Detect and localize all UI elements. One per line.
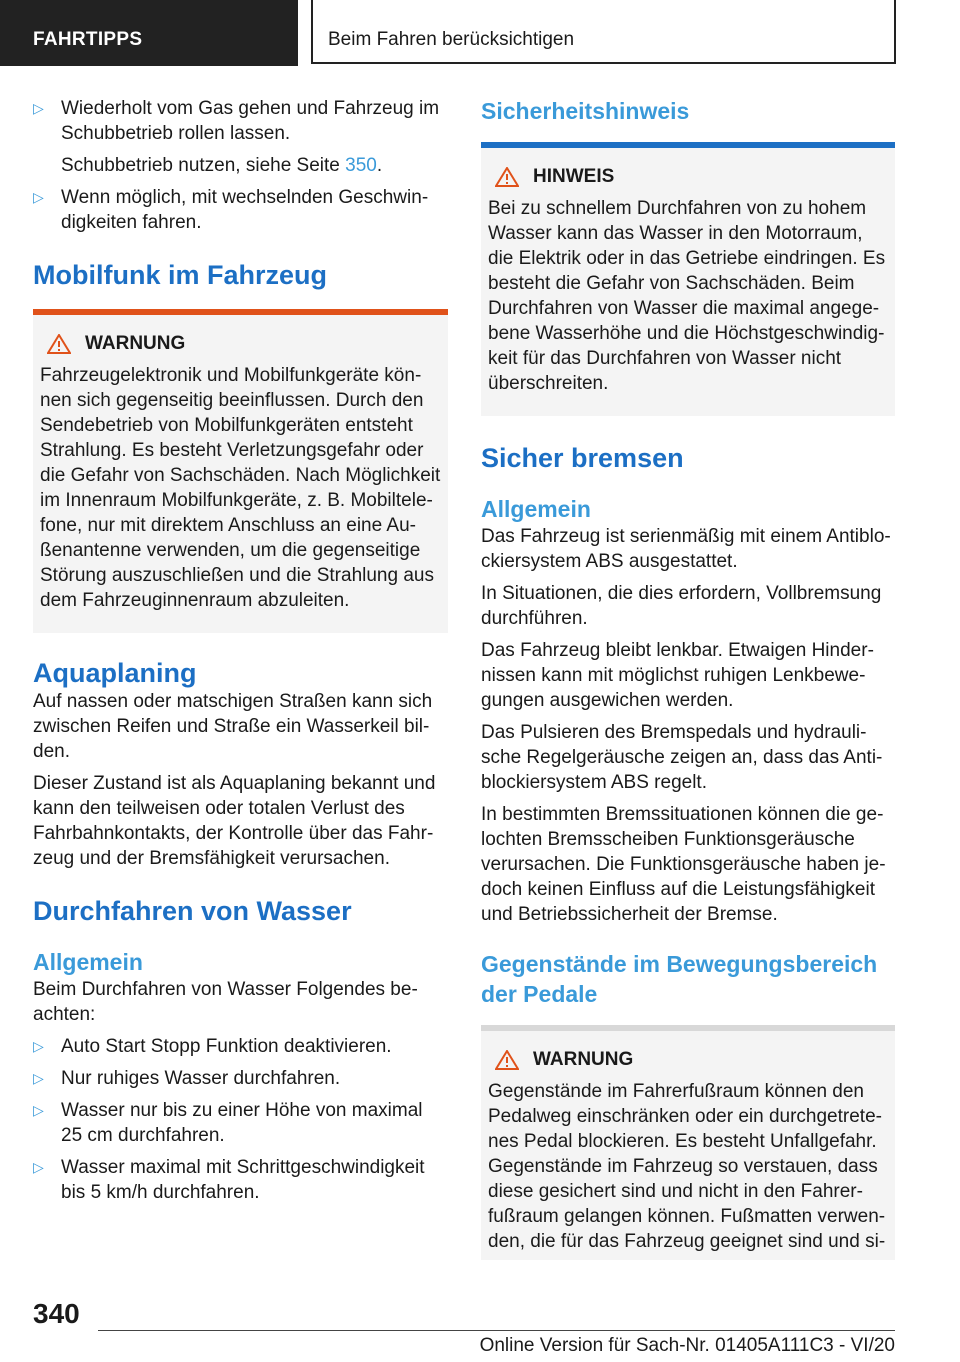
heading-pedale: Gegenstände im Bewegungsbereich der Pedale (481, 951, 878, 1007)
triangle-bullet-icon: ▷ (33, 1159, 44, 1175)
heading-aquaplaning: Aquaplaning (33, 658, 197, 688)
list-item: ▷ Wasser maximal mit Schrittgeschwindigkeit bis 5 km/h durchfahren. (33, 1157, 425, 1203)
notice-text: Bei zu schnellem Durchfahren von zu hohem Wasser kann das Wasser in den Motorraum, die Elektrik oder in das Getriebe eindringen. Es besteht die Gefahr von Sachschäden. Beim Durchfahren von Wasser die maximal angegebene Wasserhöhe und die Höchstgeschwindigkeit für das Durchfahren von Wasser nicht überschreiten. (488, 198, 886, 394)
page-header (0, 0, 960, 66)
warning-text: Gegenstände im Fahrerfußraum können den Pedalweg einschränken oder ein durchgetretenes Pedal blockieren. Es besteht Unfallgefahr. Gegenstände im Fahrzeug so verstauen, dass diese gesichert sind und nicht in den Fahrerfußraum gelangen können. Fußmatten verwenden, die für das Fahrzeug geeignet sind und si- (488, 1081, 886, 1252)
triangle-bullet-icon: ▷ (33, 189, 44, 205)
section-tab: FAHRTIPPS (0, 0, 298, 66)
left-column (33, 96, 448, 1212)
warning-triangle-icon (495, 1050, 519, 1070)
paragraph: In bestimmten Bremssituationen können die gelochten Bremsscheiben Funktionsgeräusche verursachen. Die Funktionsgeräusche haben jedoch keinen Einfluss auf die Leistungsfähigkeit und Betriebssicherheit der Bremse. (481, 804, 886, 925)
page-link-350[interactable]: 350 (345, 155, 377, 176)
triangle-bullet-icon: ▷ (33, 1102, 44, 1118)
subheading-allgemein: Allgemein (33, 949, 143, 975)
warning-triangle-icon (495, 167, 519, 187)
chapter-title: Beim Fahren berücksichtigen (311, 0, 896, 64)
heading-wasser: Durchfahren von Wasser (33, 896, 352, 926)
notice-box-wasser (481, 142, 895, 416)
list-item: ▷ Nur ruhiges Wasser durchfahren. (33, 1068, 341, 1089)
list-item: ▷ Wiederholt vom Gas gehen und Fahrzeug im Schubbetrieb rollen lassen. (33, 98, 440, 144)
footer-divider (98, 1330, 895, 1331)
paragraph: Beim Durchfahren von Wasser Folgendes beachten: (33, 979, 418, 1025)
paragraph: In Situationen, die dies erfordern, Vollbremsung durchführen. (481, 583, 882, 629)
page-number: 340 (33, 1298, 80, 1329)
subheading-allgemein: Allgemein (481, 496, 591, 522)
footer-text: Online Version für Sach-Nr. 01405A111C3 - VI/20 (479, 1335, 895, 1356)
warning-header: WARNUNG (40, 333, 441, 355)
heading-sicher-bremsen: Sicher bremsen (481, 443, 684, 473)
warning-box-mobilfunk (33, 309, 448, 633)
warning-header: WARNUNG (488, 1049, 888, 1071)
warning-triangle-icon (47, 334, 71, 354)
list-item: ▷ Wasser nur bis zu einer Höhe von maximal 25 cm durchfahren. (33, 1100, 423, 1146)
paragraph: Auf nassen oder matschigen Straßen kann sich zwischen Reifen und Straße ein Wasserkeil bilden. (33, 691, 433, 762)
paragraph: Dieser Zustand ist als Aquaplaning bekannt und kann den teilweisen oder totalen Verlust des Fahrbahnkontakts, der Kontrolle über das Fahrzeug und der Bremsfähigkeit verursachen. (33, 773, 436, 869)
notice-header: HINWEIS (488, 166, 888, 188)
schubbetrieb-reference: Schubbetrieb nutzen, siehe Seite 350. (61, 155, 383, 176)
warning-box-pedale (481, 1025, 895, 1260)
heading-sicherheitshinweis: Sicherheitshinweis (481, 98, 690, 124)
right-column (481, 96, 895, 1260)
heading-mobilfunk: Mobilfunk im Fahrzeug (33, 260, 327, 290)
list-item: ▷ Wenn möglich, mit wechselnden Geschwindigkeiten fahren. (33, 187, 429, 233)
triangle-bullet-icon: ▷ (33, 1038, 44, 1054)
warning-text: Fahrzeugelektronik und Mobilfunkgeräte können sich gegenseitig beeinflussen. Durch den Sendebetrieb von Mobilfunkgeräten entsteht Strahlung. Es besteht Verletzungsgefahr oder die Gefahr von Sachschäden. Nach Möglichkeit im Innenraum Mobilfunkgeräte, z. B. Mobiltelefone, nur mit direktem Anschluss an eine Außenantenne verwenden, um die gegenseitige Störung auszuschließen und die Strahlung aus dem Fahrzeuginnenraum abzuleiten. (40, 365, 441, 611)
list-item: ▷ Auto Start Stopp Funktion deaktivieren. (33, 1036, 392, 1057)
triangle-bullet-icon: ▷ (33, 100, 44, 116)
paragraph: Das Pulsieren des Bremspedals und hydraulische Regelgeräusche zeigen an, dass das Antiblockiersystem ABS regelt. (481, 722, 883, 793)
paragraph: Das Fahrzeug ist serienmäßig mit einem Antiblockiersystem ABS ausgestattet. (481, 526, 891, 572)
paragraph: Das Fahrzeug bleibt lenkbar. Etwaigen Hindernissen kann mit möglichst ruhigen Lenkbewegungen ausgewichen werden. (481, 640, 874, 711)
triangle-bullet-icon: ▷ (33, 1070, 44, 1086)
